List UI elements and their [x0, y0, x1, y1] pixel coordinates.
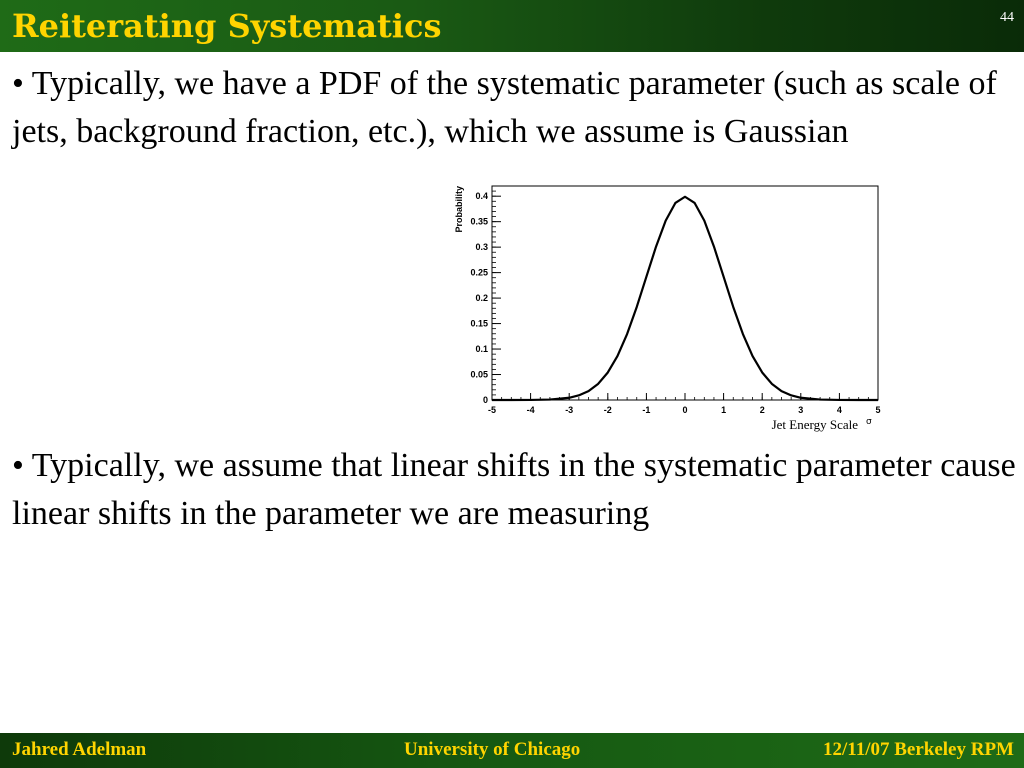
- footer-institution: University of Chicago: [404, 739, 581, 760]
- gaussian-chart: [448, 178, 892, 440]
- footer-date-event: 12/11/07 Berkeley RPM: [822, 739, 1014, 760]
- x-tick-label: -3: [565, 405, 574, 415]
- slide-number: 44: [1000, 10, 1014, 25]
- y-tick-label: 0.15: [470, 318, 488, 329]
- x-tick-label: -4: [526, 405, 535, 415]
- x-tick-label: 1: [721, 405, 727, 415]
- slide-header: [0, 0, 1024, 52]
- y-tick-label: 0: [482, 395, 488, 405]
- bullet-linear-shifts: • Typically, we assume that linear shifts in the systematic parameter cause linear shifts in the parameter we are measuring: [12, 447, 1016, 532]
- slide-title: Reiterating Systematics: [12, 7, 442, 45]
- x-tick-label: -5: [487, 405, 497, 415]
- series-line: [492, 197, 878, 400]
- x-axis-label: Jet Energy Scale: [771, 417, 858, 432]
- footer-author: Jahred Adelman: [12, 739, 147, 760]
- y-tick-label: 0.1: [475, 344, 488, 355]
- y-tick-label: 0.05: [470, 369, 488, 380]
- x-tick-label: -1: [642, 405, 651, 415]
- bullet-pdf-gaussian: • Typically, we have a PDF of the systematic parameter (such as scale of jets, background fraction, etc.), which we assume is Gaussian: [12, 65, 997, 150]
- x-tick-label: 4: [836, 405, 842, 415]
- y-tick-label: 0.2: [475, 293, 488, 304]
- x-tick-label: 5: [875, 405, 881, 415]
- y-tick-label: 0.4: [475, 191, 488, 202]
- x-axis-unit: σ: [866, 417, 872, 427]
- slide-footer: [0, 733, 1024, 768]
- y-tick-label: 0.25: [470, 267, 488, 278]
- plot-frame: [492, 186, 878, 400]
- x-tick-label: 0: [682, 405, 688, 415]
- chart-svg: [448, 178, 892, 440]
- y-axis-label: Probability: [454, 186, 464, 233]
- x-tick-label: -2: [603, 405, 612, 415]
- x-tick-label: 2: [759, 405, 765, 415]
- x-tick-label: 3: [798, 405, 804, 415]
- y-tick-label: 0.3: [475, 242, 488, 253]
- y-tick-label: 0.35: [470, 216, 488, 227]
